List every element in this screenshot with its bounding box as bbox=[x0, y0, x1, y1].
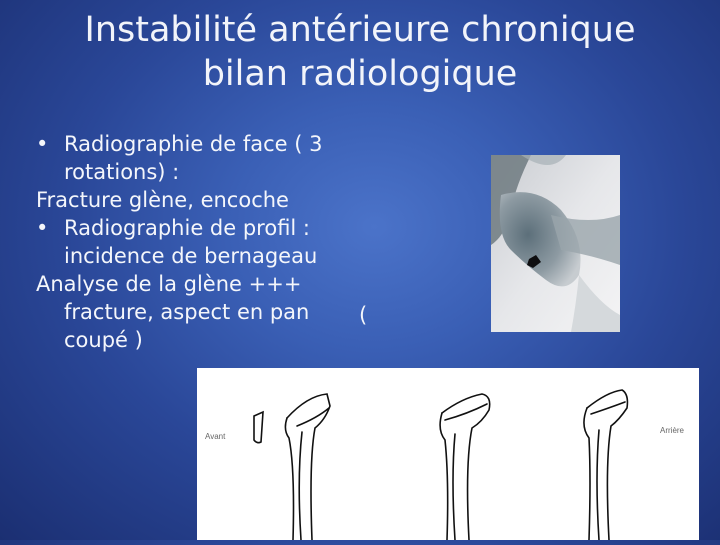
bullet-marker: • bbox=[36, 132, 49, 156]
bullet-item-1 bbox=[36, 130, 366, 158]
title-line-2: bilan radiologique bbox=[202, 54, 518, 94]
body-text-2-line-3: coupé ) bbox=[64, 328, 143, 352]
title-line-1: Instabilité antérieure chronique bbox=[84, 10, 636, 50]
slide-title bbox=[0, 8, 720, 96]
diagram-label-back: Arrière bbox=[660, 426, 685, 435]
bullet-item-2-continuation: incidence de bernageau bbox=[64, 244, 318, 268]
bullet-marker: • bbox=[36, 216, 49, 240]
body-text-1: Fracture glène, encoche bbox=[36, 188, 289, 212]
bullet-item-2 bbox=[36, 214, 366, 242]
bullet-item-1-text: Radiographie de face ( 3 bbox=[64, 132, 323, 156]
xray-illustration bbox=[491, 155, 620, 332]
slide-body bbox=[36, 130, 366, 354]
stray-parenthesis: ( bbox=[359, 303, 368, 327]
glenoid-diagram bbox=[197, 368, 699, 540]
bullet-item-1-continuation: rotations) : bbox=[64, 160, 180, 184]
body-text-2: Analyse de la glène +++ bbox=[36, 272, 302, 296]
bullet-item-2-text: Radiographie de profil : bbox=[64, 216, 311, 240]
body-text-2-line-2: fracture, aspect en pan bbox=[64, 300, 310, 324]
diagram-label-front: Avant bbox=[205, 432, 226, 441]
xray-image bbox=[491, 155, 620, 332]
glenoid-profiles-illustration bbox=[197, 368, 699, 540]
